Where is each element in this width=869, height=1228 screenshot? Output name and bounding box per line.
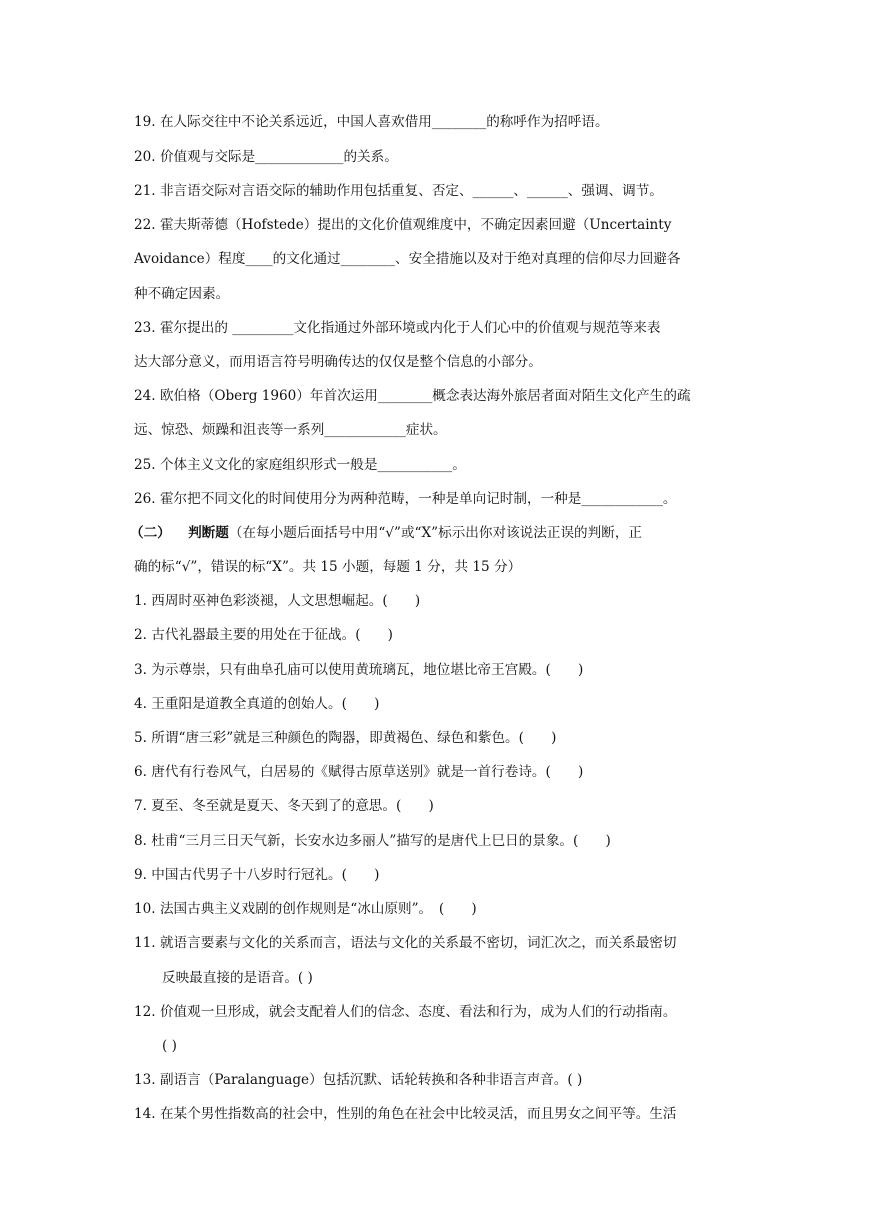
judgment-1: 1. 西周时巫神色彩淡褪，人文思想崛起。( ) [134,593,421,609]
question-21: 21. 非言语交际对言语交际的辅助作用包括重复、否定、______、______、强调、调节。 [134,183,663,199]
question-22-line-3: 种不确定因素。 [134,286,230,302]
section-heading [130,523,740,543]
judgment-4: 4. 王重阳是道教全真道的创始人。( ) [134,696,380,712]
judgment-6: 6. 唐代有行卷风气，白居易的《赋得古原草送别》就是一首行卷诗。( ) [134,764,584,780]
judgment-3: 3. 为示尊崇，只有曲阜孔庙可以使用黄琉璃瓦，地位堪比帝王宫殿。( ) [134,662,584,678]
question-24-line-2: 远、惊恐、烦躁和沮丧等一系列____________症状。 [134,422,447,438]
judgment-5: 5. 所谓“唐三彩”就是三种颜色的陶器，即黄褐色、绿色和紫色。( ) [134,730,557,746]
question-26: 26. 霍尔把不同文化的时间使用分为两种范畴，一种是单向记时制，一种是____________。 [134,491,677,507]
section-title: 判断题 [188,525,229,541]
section-number: （二） [130,525,171,541]
judgment-14: 14. 在某个男性指数高的社会中，性别的角色在社会中比较灵活，而且男女之间平等。生活 [134,1106,677,1122]
question-24-line-1: 24. 欧伯格（Oberg 1960）年首次运用________概念表达海外旅居者面对陌生文化产生的疏 [134,388,691,404]
question-23-line-1: 23. 霍尔提出的 _________文化指通过外部环境或内化于人们心中的价值观与规范等来表 [134,320,661,336]
judgment-2: 2. 古代礼器最主要的用处在于征战。( ) [134,627,393,643]
judgment-7: 7. 夏至、冬至就是夏天、冬天到了的意思。( ) [134,798,434,814]
judgment-8: 8. 杜甫“三月三日天气新，长安水边多丽人”描写的是唐代上巳日的景象。( ) [134,833,611,849]
judgment-12-line-2: ( ) [162,1038,177,1054]
question-25: 25. 个体主义文化的家庭组织形式一般是___________。 [134,457,466,473]
judgment-13: 13. 副语言（Paralanguage）包括沉默、话轮转换和各种非语言声音。( ) [134,1072,583,1088]
judgment-11-line-2: 反映最直接的是语音。( ) [162,970,313,986]
question-22-line-1: 22. 霍夫斯蒂德（Hofstede）提出的文化价值观维度中，不确定因素回避（Uncertainty [134,217,672,233]
judgment-12-line-1: 12. 价值观一旦形成，就会支配着人们的信念、态度、看法和行为，成为人们的行动指南。 [134,1004,677,1020]
judgment-9: 9. 中国古代男子十八岁时行冠礼。( ) [134,867,380,883]
question-20: 20. 价值观与交际是_____________的关系。 [134,149,398,165]
judgment-11-line-1: 11. 就语言要素与文化的关系而言，语法与文化的关系最不密切，词汇次之，而关系最密切 [134,935,677,951]
section-instruction: （在每小题后面括号中用“√”或“X”标示出你对该说法正误的判断，正 [228,525,643,541]
judgment-10: 10. 法国古典主义戏剧的创作规则是“冰山原则”。 ( ) [134,901,477,917]
section-instruction-line-2: 确的标“√”，错误的标“X”。共 15 小题，每题 1 分，共 15 分） [134,559,522,575]
question-23-line-2: 达大部分意义，而用语言符号明确传达的仅仅是整个信息的小部分。 [134,354,542,370]
question-22-line-2: Avoidance）程度____的文化通过________、安全措施以及对于绝对真理的信仰尽力回避各 [134,251,681,267]
question-19: 19. 在人际交往中不论关系远近，中国人喜欢借用________的称呼作为招呼语。 [134,114,609,130]
